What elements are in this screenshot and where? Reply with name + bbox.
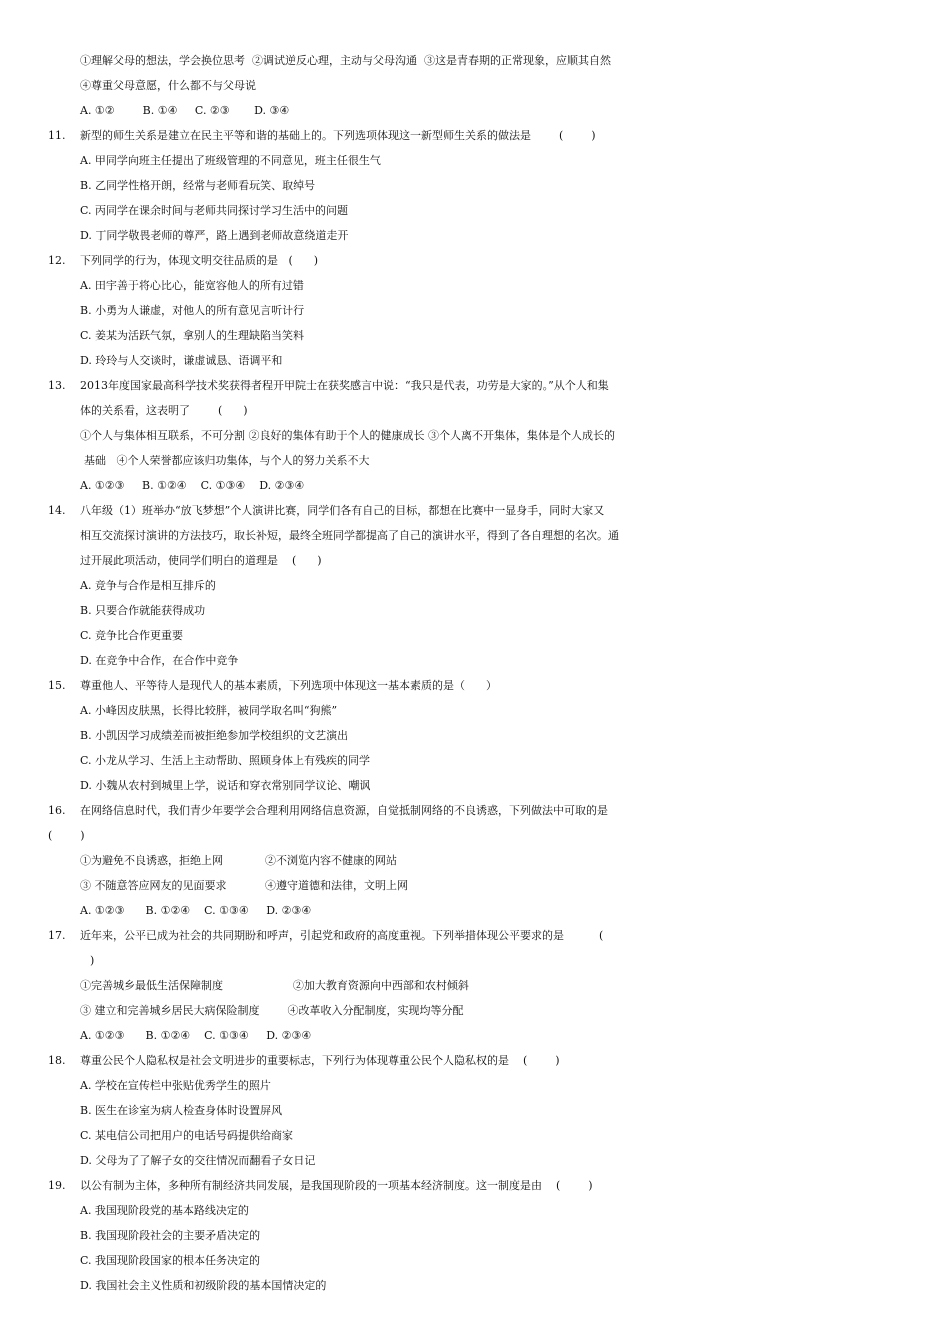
question-19 xyxy=(48,1175,950,1199)
question-number: 19. xyxy=(48,1179,66,1192)
option-b: B. 我国现阶段社会的主要矛盾决定的 xyxy=(80,1229,261,1242)
option-a: A. 小峰因皮肤黑，长得比较胖，被同学取名叫“狗熊” xyxy=(80,704,338,717)
option-c: C. 我国现阶段国家的根本任务决定的 xyxy=(80,1254,261,1267)
option-a: A. 学校在宣传栏中张贴优秀学生的照片 xyxy=(80,1079,271,1092)
question-number: 11. xyxy=(48,129,66,142)
question-11 xyxy=(48,125,950,149)
option-b: B. 乙同学性格开朗，经常与老师看玩笑、取绰号 xyxy=(80,179,316,192)
option-d: D. 玲玲与人交谈时，谦虚诚恳、语调平和 xyxy=(80,354,283,367)
question-stem-cont: 体的关系看，这表明了 ( ) xyxy=(80,404,248,417)
question-13 xyxy=(48,375,950,399)
question-number: 18. xyxy=(48,1054,66,1067)
question-number: 15. xyxy=(48,679,66,692)
option-b: B. 只要合作就能获得成功 xyxy=(80,604,206,617)
question-stem: 近年来，公平已成为社会的共同期盼和呼声，引起党和政府的高度重视。下列举措体现公平要求的是 ( xyxy=(80,929,604,942)
question-stem: 以公有制为主体，多种所有制经济共同发展，是我国现阶段的一项基本经济制度。这一制度是由 ( ) xyxy=(80,1179,593,1192)
option-c: C. 小龙从学习、生活上主动帮助、照顾身体上有残疾的同学 xyxy=(80,754,371,767)
question-18 xyxy=(48,1050,950,1074)
question-stem-cont: ( ) xyxy=(48,829,85,842)
question-number: 17. xyxy=(48,929,66,942)
option-d: D. 丁同学敬畏老师的尊严，路上遇到老师故意绕道走开 xyxy=(80,229,349,242)
question-12 xyxy=(48,250,950,274)
option-c: C. 某电信公司把用户的电话号码提供给商家 xyxy=(80,1129,294,1142)
question-number: 16. xyxy=(48,804,66,817)
question-stem-cont: 相互交流探讨演讲的方法技巧，取长补短，最终全班同学都提高了自己的演讲水平，得到了各自理想的名次。通 xyxy=(80,529,619,542)
question-stem: 在网络信息时代，我们青少年要学会合理利用网络信息资源，自觉抵制网络的不良诱惑，下列做法中可取的是 xyxy=(80,804,608,817)
option-a: A. 我国现阶段党的基本路线决定的 xyxy=(80,1204,249,1217)
statement-line: 基础 ④个人荣誉都应该归功集体，与个人的努力关系不大 xyxy=(84,454,370,467)
option-c: C. 丙同学在课余时间与老师共同探讨学习生活中的问题 xyxy=(80,204,349,217)
statement-line: ①理解父母的想法，学会换位思考 ②调试逆反心理，主动与父母沟通 ③这是青春期的正常现象，应顺其自然 xyxy=(80,54,611,67)
answer-choices: A. ①②③ B. ①②④ C. ①③④ D. ②③④ xyxy=(80,904,312,917)
option-d: D. 小魏从农村到城里上学，说话和穿衣常别同学议论、嘲讽 xyxy=(80,779,371,792)
statement-line: ①完善城乡最低生活保障制度 ②加大教育资源向中西部和农村倾斜 xyxy=(80,979,469,992)
option-d: D. 父母为了了解子女的交往情况而翻看子女日记 xyxy=(80,1154,316,1167)
question-number: 14. xyxy=(48,504,66,517)
question-stem-cont: ) xyxy=(90,954,95,967)
option-b: B. 小勇为人谦虚，对他人的所有意见言听计行 xyxy=(80,304,305,317)
question-15 xyxy=(48,675,950,699)
question-14 xyxy=(48,500,950,524)
answer-choices: A. ①②③ B. ①②④ C. ①③④ D. ②③④ xyxy=(80,1029,312,1042)
option-b: B. 小凯因学习成绩差而被拒绝参加学校组织的文艺演出 xyxy=(80,729,349,742)
question-17 xyxy=(48,925,950,949)
question-16 xyxy=(48,800,950,824)
question-stem: 尊重公民个人隐私权是社会文明进步的重要标志，下列行为体现尊重公民个人隐私权的是 ( ) xyxy=(80,1054,560,1067)
option-a: A. 竞争与合作是相互排斥的 xyxy=(80,579,216,592)
question-stem-cont: 过开展此项活动，使同学们明白的道理是 ( ) xyxy=(80,554,322,567)
option-c: C. 竞争比合作更重要 xyxy=(80,629,184,642)
statement-line: ①个人与集体相互联系，不可分割 ②良好的集体有助于个人的健康成长 ③个人离不开集体，集体是个人成长的 xyxy=(80,429,615,442)
option-a: A. 甲同学向班主任提出了班级管理的不同意见，班主任很生气 xyxy=(80,154,381,167)
option-a: A. 田宇善于将心比心，能宽容他人的所有过错 xyxy=(80,279,304,292)
option-d: D. 我国社会主义性质和初级阶段的基本国情决定的 xyxy=(80,1279,327,1292)
question-number: 12. xyxy=(48,254,66,267)
option-d: D. 在竞争中合作，在合作中竞争 xyxy=(80,654,239,667)
statement-line: ①为避免不良诱惑，拒绝上网 ②不浏览内容不健康的网站 xyxy=(80,854,397,867)
question-stem: 下列同学的行为，体现文明交往品质的是 ( ) xyxy=(80,254,319,267)
answer-choices: A. ①② B. ①④ C. ②③ D. ③④ xyxy=(80,104,290,117)
statement-line: ④尊重父母意愿，什么都不与父母说 xyxy=(80,79,256,92)
question-stem: 八年级（1）班举办“放飞梦想”个人演讲比赛，同学们各有自己的目标，都想在比赛中一显身手，同时大家又 xyxy=(80,504,605,517)
option-c: C. 姜某为活跃气氛，拿别人的生理缺陷当笑料 xyxy=(80,329,305,342)
question-number: 13. xyxy=(48,379,66,392)
statement-line: ③ 建立和完善城乡居民大病保险制度 ④改革收入分配制度，实现均等分配 xyxy=(80,1004,464,1017)
question-stem: 2013年度国家最高科学技术奖获得者程开甲院士在获奖感言中说：“我只是代表，功劳是大家的。”从个人和集 xyxy=(80,379,609,392)
statement-line: ③ 不随意答应网友的见面要求 ④遵守道德和法律，文明上网 xyxy=(80,879,408,892)
question-stem: 尊重他人、平等待人是现代人的基本素质，下列选项中体现这一基本素质的是（ ） xyxy=(80,679,497,692)
answer-choices: A. ①②③ B. ①②④ C. ①③④ D. ②③④ xyxy=(80,479,305,492)
question-stem: 新型的师生关系是建立在民主平等和谐的基础上的。下列选项体现这一新型师生关系的做法是 ( ) xyxy=(80,129,596,142)
option-b: B. 医生在诊室为病人检查身体时设置屏风 xyxy=(80,1104,283,1117)
